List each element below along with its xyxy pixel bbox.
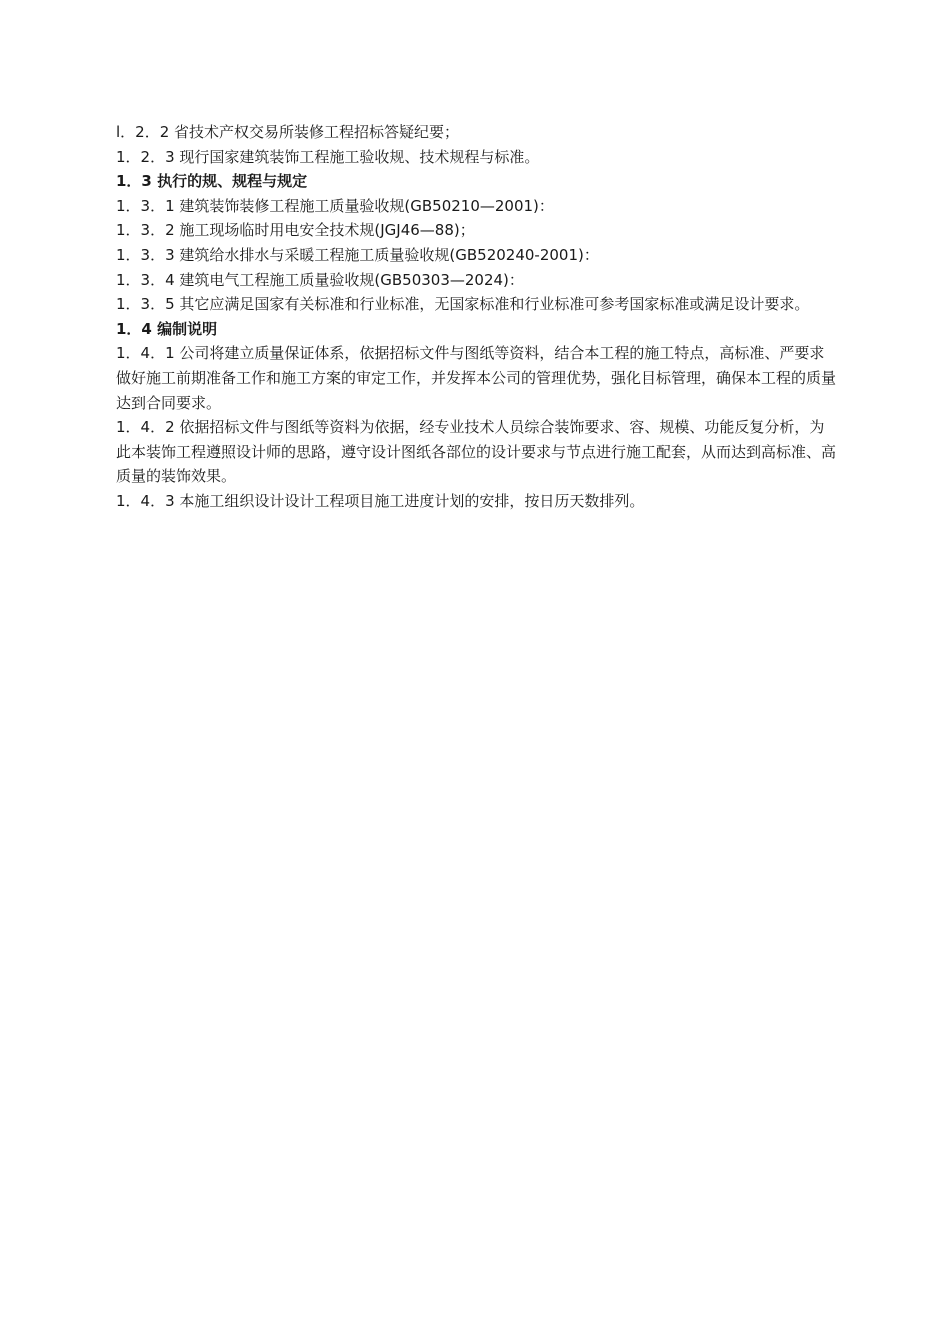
paragraph-1-3-4: 1．3．4 建筑电气工程施工质量验收规(GB50303—2024)： xyxy=(116,270,524,289)
section-heading-1-3: 1．3 执行的规、规程与规定 xyxy=(116,172,308,191)
paragraph-1-3-3: 1．3．3 建筑给水排水与采暖工程施工质量验收规(GB520240-2001)： xyxy=(116,245,599,264)
paragraph-1-3-2: 1．3．2 施工现场临时用电安全技术规(JGJ46—88)； xyxy=(116,221,475,240)
document-body xyxy=(116,120,836,514)
paragraph-1-2-2: l．2．2 省技术产权交易所装修工程招标答疑纪要； xyxy=(116,123,460,141)
section-heading-1-4: 1．4 编制说明 xyxy=(116,319,218,338)
paragraph-1-3-5: 1．3．5 其它应满足国家有关标准和行业标准，无国家标准和行业标准可参考国家标准或满足设计要求。 xyxy=(116,295,810,314)
paragraph-1-2-3: 1．2．3 现行国家建筑装饰工程施工验收规、技术规程与标准。 xyxy=(116,147,540,166)
paragraph-1-4-1: 1．4．1 公司将建立质量保证体系，依据招标文件与图纸等资料，结合本工程的施工特点，高标准、严要求做好施工前期准备工作和施工方案的审定工作，并发挥本公司的管理优势，强化目标管理，确保本工程的质量达到合同要求。 xyxy=(116,344,837,412)
paragraph-1-4-2: 1．4．2 依据招标文件与图纸等资料为依据，经专业技术人员综合装饰要求、容、规模、功能反复分析，为此本装饰工程遵照设计师的思路，遵守设计图纸各部位的设计要求与节点进行施工配套，从而达到高标准、高质量的装饰效果。 xyxy=(116,418,837,486)
paragraph-1-3-1: 1．3．1 建筑装饰装修工程施工质量验收规(GB50210—2001)： xyxy=(116,196,554,215)
paragraph-1-4-3: 1．4．3 本施工组织设计设计工程项目施工进度计划的安排，按日历天数排列。 xyxy=(116,491,645,510)
